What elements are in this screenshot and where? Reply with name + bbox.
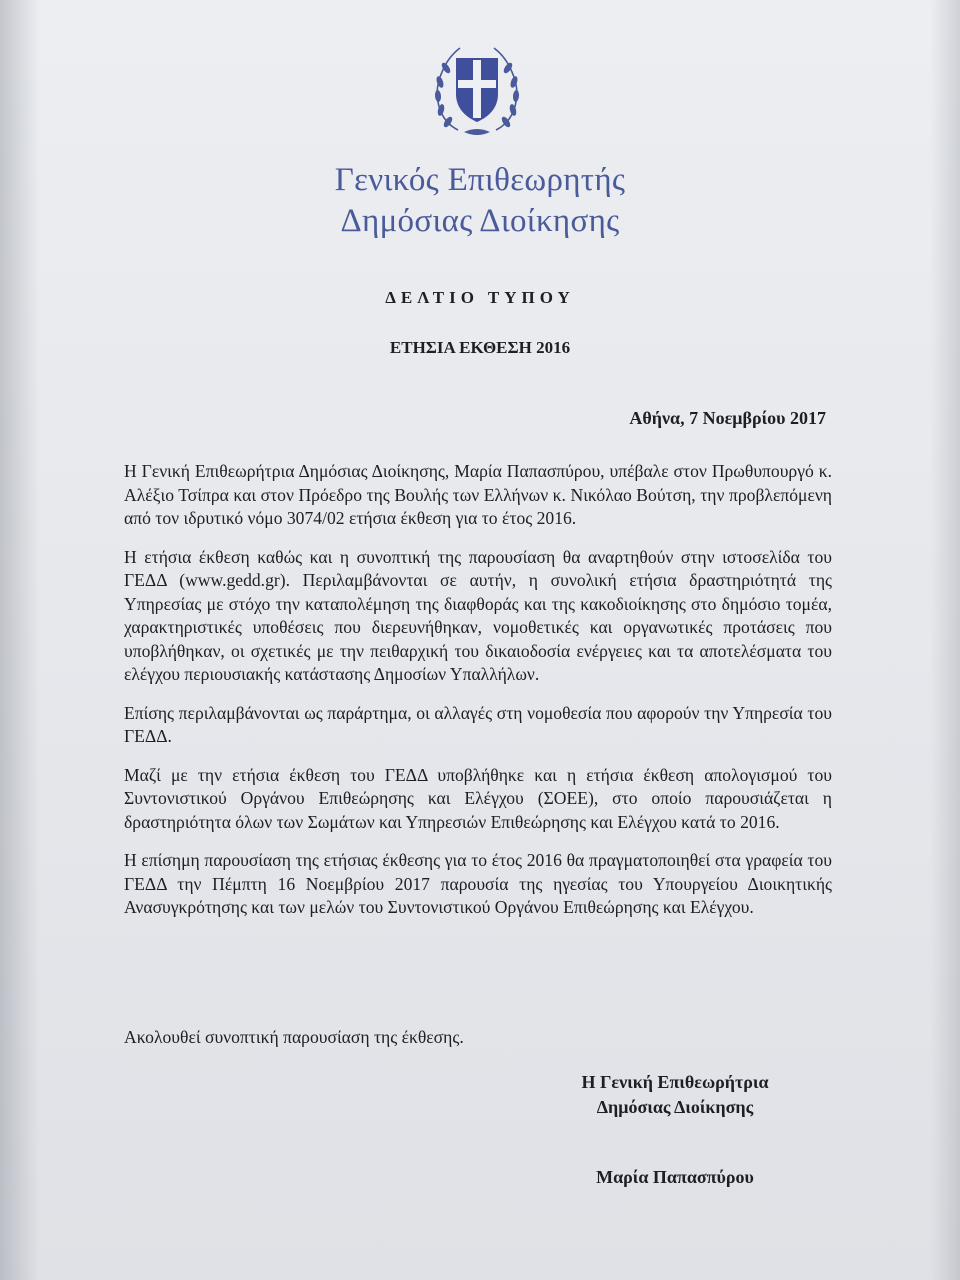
paragraph: Η επίσημη παρουσίαση της ετήσιας έκθεσης για το έτος 2016 θα πραγματοποιηθεί στα γραφεία του ΓΕΔΔ την Πέμπτη 16 Νοεμβρίου 2017 παρουσία της ηγεσίας του Υπουργείου Διοικητικής Ανασυγκρότησης και των μελών του Συντονιστικού Οργάνου Επιθεώρησης και Ελέγχου.	[124, 850, 832, 917]
organization-name-line2: Δημόσιας Διοίκησης	[340, 203, 620, 239]
paragraph: Επίσης περιλαμβάνονται ως παράρτημα, οι αλλαγές στη νομοθεσία που αφορούν την Υπηρεσία του ΓΕΔΔ.	[124, 702, 832, 746]
press-release-title: ΔΕΛΤΙΟ ΤΥΠΟΥ	[385, 288, 575, 307]
signatory-name: Μαρία Παπασπύρου	[596, 1167, 754, 1187]
paragraph: Μαζί με την ετήσια έκθεση του ΓΕΔΔ υποβλήθηκε και η ετήσια έκθεση απολογισμού του Συντονιστικού Οργάνου Επιθεώρησης και Ελέγχου (ΣΟΕΕ), στο οποίο παρουσιάζεται η δραστηριότητα όλων των Σωμάτων και Υπηρεσιών Επιθεώρησης και Ελέγχου κατά το 2016.	[124, 764, 832, 832]
paragraph: Η Γενική Επιθεωρήτρια Δημόσιας Διοίκησης, Μαρία Παπασπύρου, υπέβαλε στον Πρωθυπουργό κ. Αλέξιο Τσίπρα και στον Πρόεδρο της Βουλής των Ελλήνων κ. Νικόλαο Βούτση, την προβλεπόμενη από τον ιδρυτικό νόμο 3074/02 ετήσια έκθεση για το έτος 2016.	[124, 461, 832, 528]
signature-title-line1: Η Γενική Επιθεωρήτρια	[581, 1072, 769, 1092]
closing-line: Ακολουθεί συνοπτική παρουσίαση της έκθεσης.	[124, 1027, 464, 1047]
body-text	[124, 460, 832, 935]
greek-coat-of-arms-icon	[428, 42, 526, 142]
organization-name-line1: Γενικός Επιθεωρητής	[334, 162, 626, 198]
document-date: Αθήνα, 7 Νοεμβρίου 2017	[629, 408, 826, 428]
paragraph: Η ετήσια έκθεση καθώς και η συνοπτική της παρουσίαση θα αναρτηθούν στην ιστοσελίδα του ΓΕΔΔ (www.gedd.gr). Περιλαμβάνονται σε αυτήν, η συνολική ετήσια δραστηριότητά της Υπηρεσίας με στόχο την καταπολέμηση της διαφθοράς και της κακοδιοίκησης στο δημόσιο τομέα, χαρακτηριστικές υποθέσεις που διερευνήθηκαν, νομοθετικές και οργανωτικές προτάσεις που υποβλήθηκαν, οι σχετικές με την πειθαρχική του δικαιοδοσία ενέργειες και τα αποτελέσματα του ελέγχου περιουσιακής κατάστασης Δημοσίων Υπαλλήλων.	[124, 546, 832, 684]
report-title: ΕΤΗΣΙΑ ΕΚΘΕΣΗ 2016	[389, 338, 571, 357]
signature-title-line2: Δημόσιας Διοίκησης	[596, 1097, 754, 1117]
